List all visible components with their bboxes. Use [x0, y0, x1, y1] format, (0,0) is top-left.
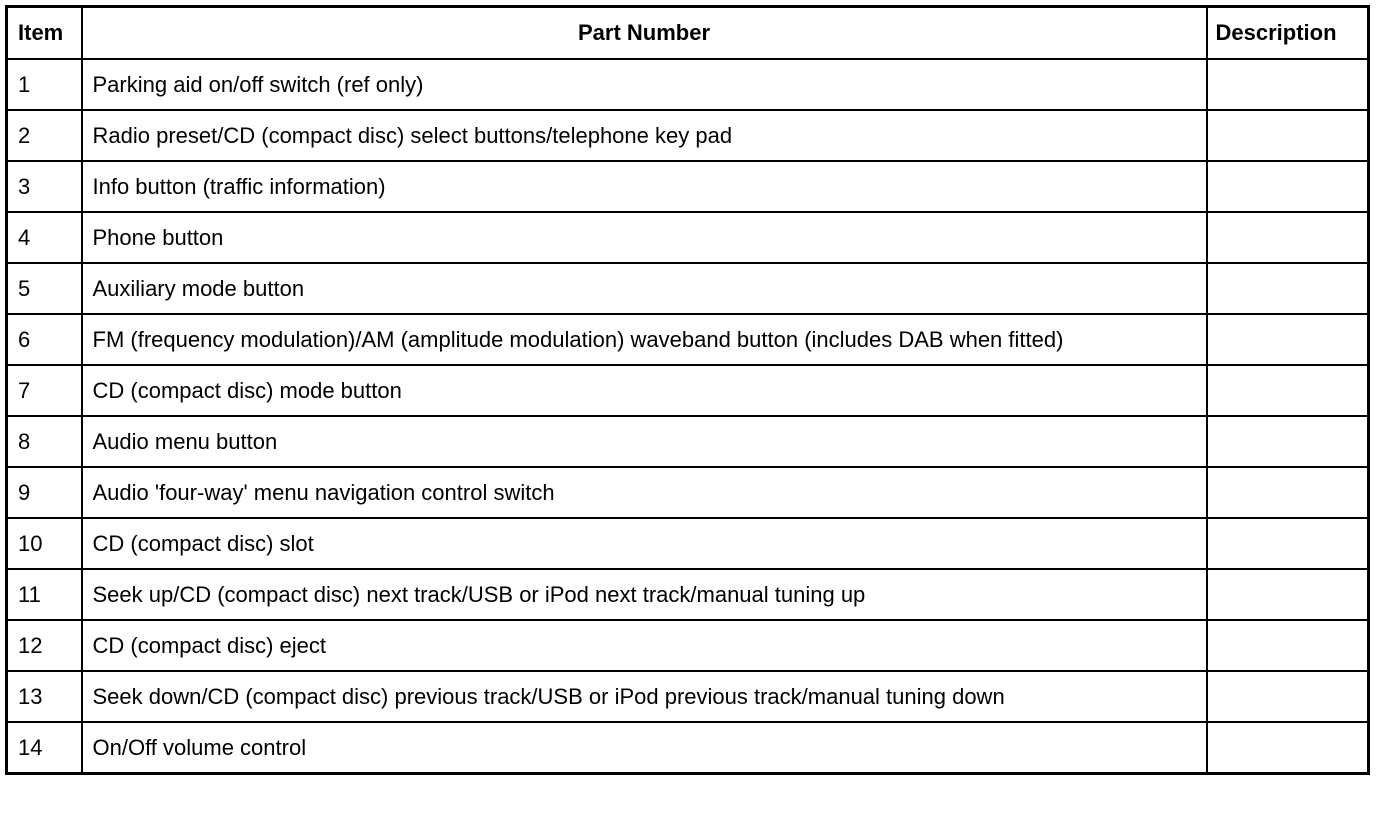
table-row [7, 365, 1369, 416]
cell-description [1207, 620, 1369, 671]
cell-item: 3 [7, 161, 82, 212]
parts-table [5, 5, 1370, 775]
cell-description [1207, 212, 1369, 263]
cell-description [1207, 365, 1369, 416]
cell-part: Parking aid on/off switch (ref only) [82, 59, 1207, 110]
header-description: Description [1207, 7, 1369, 60]
cell-part: Audio menu button [82, 416, 1207, 467]
cell-part: Info button (traffic information) [82, 161, 1207, 212]
table-row [7, 416, 1369, 467]
cell-part: CD (compact disc) slot [82, 518, 1207, 569]
cell-item: 9 [7, 467, 82, 518]
cell-description [1207, 59, 1369, 110]
table-row [7, 212, 1369, 263]
table-row [7, 263, 1369, 314]
cell-part: On/Off volume control [82, 722, 1207, 774]
cell-description [1207, 263, 1369, 314]
cell-item: 6 [7, 314, 82, 365]
cell-part: Auxiliary mode button [82, 263, 1207, 314]
cell-description [1207, 416, 1369, 467]
cell-item: 12 [7, 620, 82, 671]
cell-description [1207, 518, 1369, 569]
table-row [7, 722, 1369, 774]
header-part-number: Part Number [82, 7, 1207, 60]
cell-item: 1 [7, 59, 82, 110]
cell-item: 2 [7, 110, 82, 161]
cell-item: 8 [7, 416, 82, 467]
header-item: Item [7, 7, 82, 60]
cell-part: CD (compact disc) mode button [82, 365, 1207, 416]
table-row [7, 467, 1369, 518]
cell-part: Seek up/CD (compact disc) next track/USB or iPod next track/manual tuning up [82, 569, 1207, 620]
cell-part: FM (frequency modulation)/AM (amplitude modulation) waveband button (includes DAB when fitted) [82, 314, 1207, 365]
cell-description [1207, 671, 1369, 722]
cell-part: Seek down/CD (compact disc) previous track/USB or iPod previous track/manual tuning down [82, 671, 1207, 722]
cell-description [1207, 314, 1369, 365]
cell-description [1207, 161, 1369, 212]
cell-description [1207, 110, 1369, 161]
table-row [7, 59, 1369, 110]
cell-item: 4 [7, 212, 82, 263]
cell-item: 5 [7, 263, 82, 314]
cell-part: Audio 'four-way' menu navigation control switch [82, 467, 1207, 518]
cell-item: 14 [7, 722, 82, 774]
cell-item: 13 [7, 671, 82, 722]
table-row [7, 161, 1369, 212]
cell-part: Radio preset/CD (compact disc) select buttons/telephone key pad [82, 110, 1207, 161]
cell-description [1207, 569, 1369, 620]
cell-description [1207, 467, 1369, 518]
cell-part: CD (compact disc) eject [82, 620, 1207, 671]
table-row [7, 314, 1369, 365]
table-header-row [7, 7, 1369, 60]
table-row [7, 569, 1369, 620]
cell-item: 10 [7, 518, 82, 569]
table-row [7, 620, 1369, 671]
table-row [7, 518, 1369, 569]
cell-part: Phone button [82, 212, 1207, 263]
cell-item: 7 [7, 365, 82, 416]
table-row [7, 110, 1369, 161]
cell-description [1207, 722, 1369, 774]
cell-item: 11 [7, 569, 82, 620]
table-row [7, 671, 1369, 722]
